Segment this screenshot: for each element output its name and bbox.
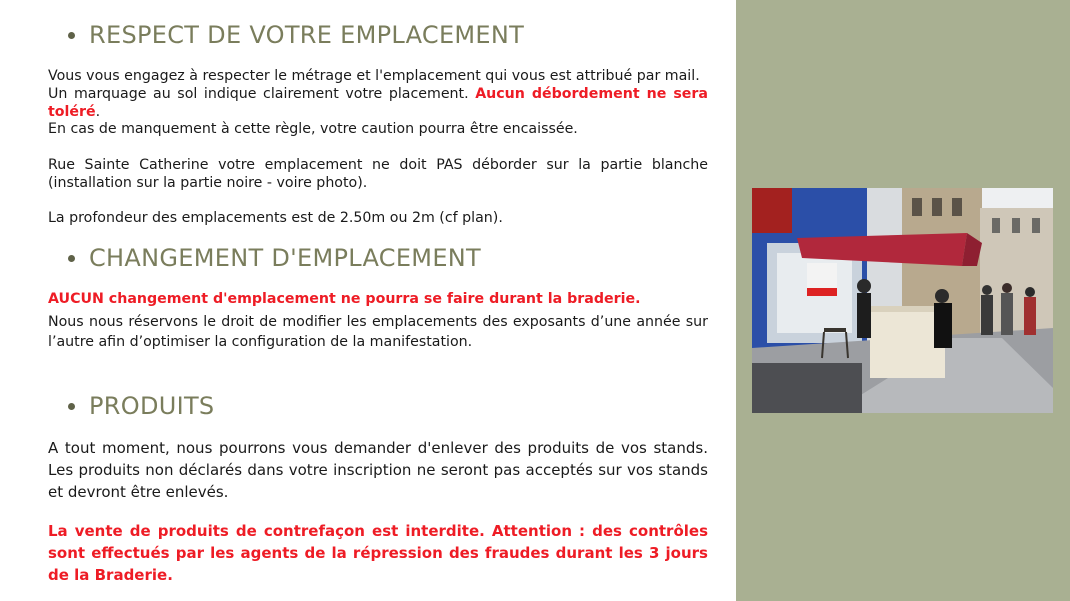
paragraph [48,520,708,586]
paragraph-text: Rue Sainte Catherine votre emplacement ne doit PAS déborder sur la partie blanche (installation sur la partie noire - voire photo). [48,157,708,191]
section-heading-respect [68,21,524,49]
paragraph-text: En cas de manquement à cette règle, votre caution pourra être encaissée. [48,121,578,137]
paragraph-text: Nous nous réservons le droit de modifier les emplacements des exposants d’une année sur l’autre afin d’optimiser la configuration de la manifestation. [48,314,708,350]
paragraph [48,210,708,228]
paragraph-text: A tout moment, nous pourrons vous demander d'enlever des produits de vos stands. Les produits non déclarés dans votre inscription ne seront pas acceptés sur vos stands et devront être enlevés. [48,439,708,501]
paragraph [48,291,708,309]
paragraph [48,157,708,192]
street-scene-illustration [752,188,1053,413]
paragraph-text: . [95,103,101,120]
section-heading-produits [68,392,214,420]
paragraph [48,437,708,503]
paragraph [48,68,708,86]
alert-text: La vente de produits de contrefaçon est interdite. Attention : des contrôles sont effectués par les agents de la répression des fraudes durant les 3 jours de la Braderie. [48,522,708,584]
bullet-icon [68,32,75,39]
paragraph [48,86,708,121]
bullet-icon [68,403,75,410]
paragraph [48,312,708,352]
street-market-photo [752,188,1053,413]
section-heading-changement [68,244,481,272]
section-title: CHANGEMENT D'EMPLACEMENT [89,244,481,272]
alert-text: AUCUN changement d'emplacement ne pourra se faire durant la braderie. [48,291,641,307]
paragraph [48,121,708,139]
section-title: PRODUITS [89,392,215,420]
paragraph-text: La profondeur des emplacements est de 2.50m ou 2m (cf plan). [48,210,503,226]
alert-text: Aucun débordement ne sera toléré [48,86,708,120]
section-title: RESPECT DE VOTRE EMPLACEMENT [89,21,525,49]
paragraph-text: Un marquage au sol indique clairement votre placement. [48,86,476,102]
bullet-icon [68,255,75,262]
paragraph-text: Vous vous engagez à respecter le métrage et l'emplacement qui vous est attribué par mail. [48,68,700,84]
